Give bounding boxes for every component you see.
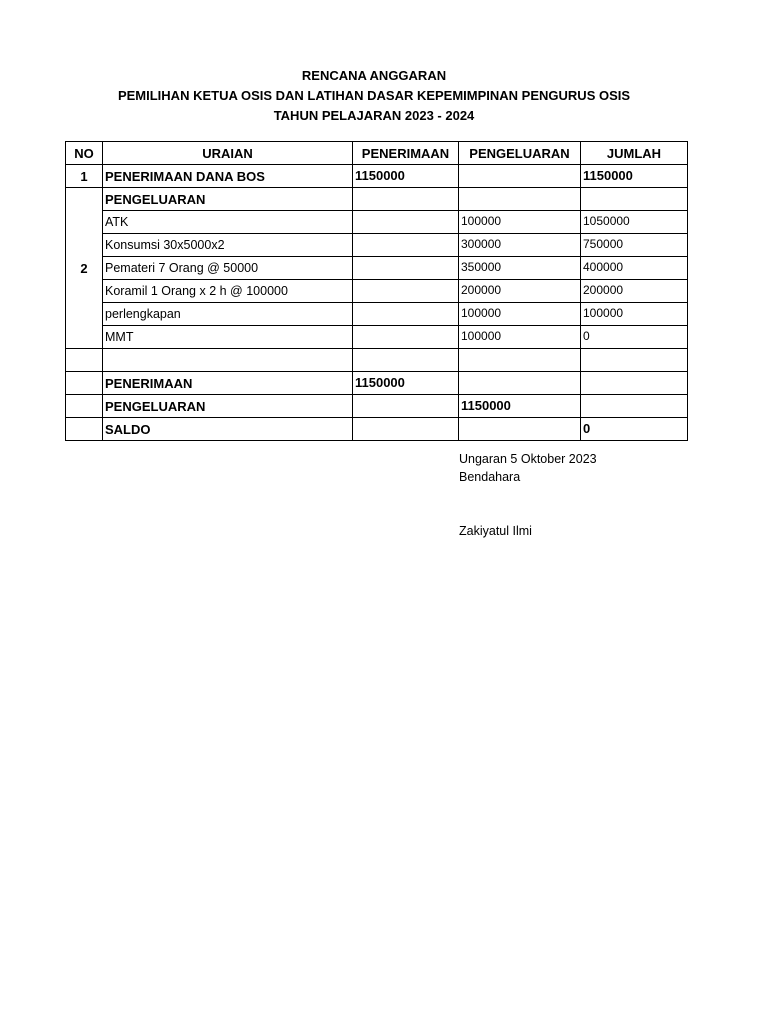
table-row: [66, 188, 688, 211]
document-title: RENCANA ANGGARAN: [301, 68, 447, 83]
summary-label: SALDO: [103, 418, 353, 441]
summary-row-pengeluaran: [66, 395, 688, 418]
empty-cell: [353, 234, 459, 257]
empty-cell: [581, 188, 688, 211]
table-row: [66, 257, 688, 280]
table-row: [66, 165, 688, 188]
row-pengeluaran: 100000: [459, 303, 581, 326]
empty-cell: [66, 395, 103, 418]
empty-cell: [103, 349, 353, 372]
column-header-jumlah: JUMLAH: [581, 142, 688, 165]
table-row: [66, 234, 688, 257]
summary-penerimaan-value: 1150000: [353, 372, 459, 395]
table-row: [66, 211, 688, 234]
row-uraian: perlengkapan: [103, 303, 353, 326]
table-row: [66, 326, 688, 349]
empty-cell: [66, 372, 103, 395]
empty-cell: [353, 395, 459, 418]
row-jumlah: 100000: [581, 303, 688, 326]
empty-cell: [459, 418, 581, 441]
empty-cell: [581, 372, 688, 395]
section-heading: PENGELUARAN: [103, 188, 353, 211]
row-number: 2: [66, 188, 103, 349]
signer-name: Zakiyatul Ilmi: [459, 524, 532, 538]
summary-row-penerimaan: [66, 372, 688, 395]
row-uraian: Koramil 1 Orang x 2 h @ 100000: [103, 280, 353, 303]
table-row: [66, 280, 688, 303]
table-header-row: [66, 142, 688, 165]
row-uraian: PENERIMAAN DANA BOS: [103, 165, 353, 188]
row-pengeluaran: 300000: [459, 234, 581, 257]
row-pengeluaran: 100000: [459, 326, 581, 349]
empty-cell: [353, 418, 459, 441]
empty-cell: [353, 280, 459, 303]
empty-cell: [581, 349, 688, 372]
empty-cell: [353, 257, 459, 280]
empty-cell: [353, 188, 459, 211]
document-title-block: [0, 66, 748, 126]
row-jumlah: 1050000: [581, 211, 688, 234]
empty-cell: [459, 188, 581, 211]
summary-label: PENERIMAAN: [103, 372, 353, 395]
column-header-uraian: URAIAN: [103, 142, 353, 165]
row-uraian: Pemateri 7 Orang @ 50000: [103, 257, 353, 280]
row-pengeluaran: 100000: [459, 211, 581, 234]
row-jumlah: 1150000: [581, 165, 688, 188]
empty-cell: [66, 349, 103, 372]
empty-cell: [353, 211, 459, 234]
empty-cell: [581, 395, 688, 418]
row-jumlah: 0: [581, 326, 688, 349]
row-uraian: MMT: [103, 326, 353, 349]
table-row: [66, 303, 688, 326]
budget-table: [65, 141, 688, 441]
signer-role: Bendahara: [459, 470, 521, 484]
row-pengeluaran: 200000: [459, 280, 581, 303]
summary-pengeluaran-value: 1150000: [459, 395, 581, 418]
row-jumlah: 200000: [581, 280, 688, 303]
row-uraian: ATK: [103, 211, 353, 234]
place-date: Ungaran 5 Oktober 2023: [459, 452, 597, 466]
row-number: 1: [66, 165, 103, 188]
row-uraian: Konsumsi 30x5000x2: [103, 234, 353, 257]
column-header-penerimaan: PENERIMAAN: [353, 142, 459, 165]
column-header-no: NO: [66, 142, 103, 165]
summary-saldo-value: 0: [581, 418, 688, 441]
table-row-empty: [66, 349, 688, 372]
summary-row-saldo: [66, 418, 688, 441]
empty-cell: [459, 372, 581, 395]
row-pengeluaran: 350000: [459, 257, 581, 280]
empty-cell: [66, 418, 103, 441]
empty-cell: [353, 326, 459, 349]
document-subtitle: PEMILIHAN KETUA OSIS DAN LATIHAN DASAR KEPEMIMPINAN PENGURUS OSIS: [117, 88, 631, 103]
row-jumlah: 400000: [581, 257, 688, 280]
row-jumlah: 750000: [581, 234, 688, 257]
empty-cell: [459, 349, 581, 372]
row-pengeluaran: [459, 165, 581, 188]
academic-year: TAHUN PELAJARAN 2023 - 2024: [273, 108, 475, 123]
row-penerimaan: 1150000: [353, 165, 459, 188]
empty-cell: [353, 349, 459, 372]
summary-label: PENGELUARAN: [103, 395, 353, 418]
signature-block: [459, 450, 597, 540]
column-header-pengeluaran: PENGELUARAN: [459, 142, 581, 165]
empty-cell: [353, 303, 459, 326]
